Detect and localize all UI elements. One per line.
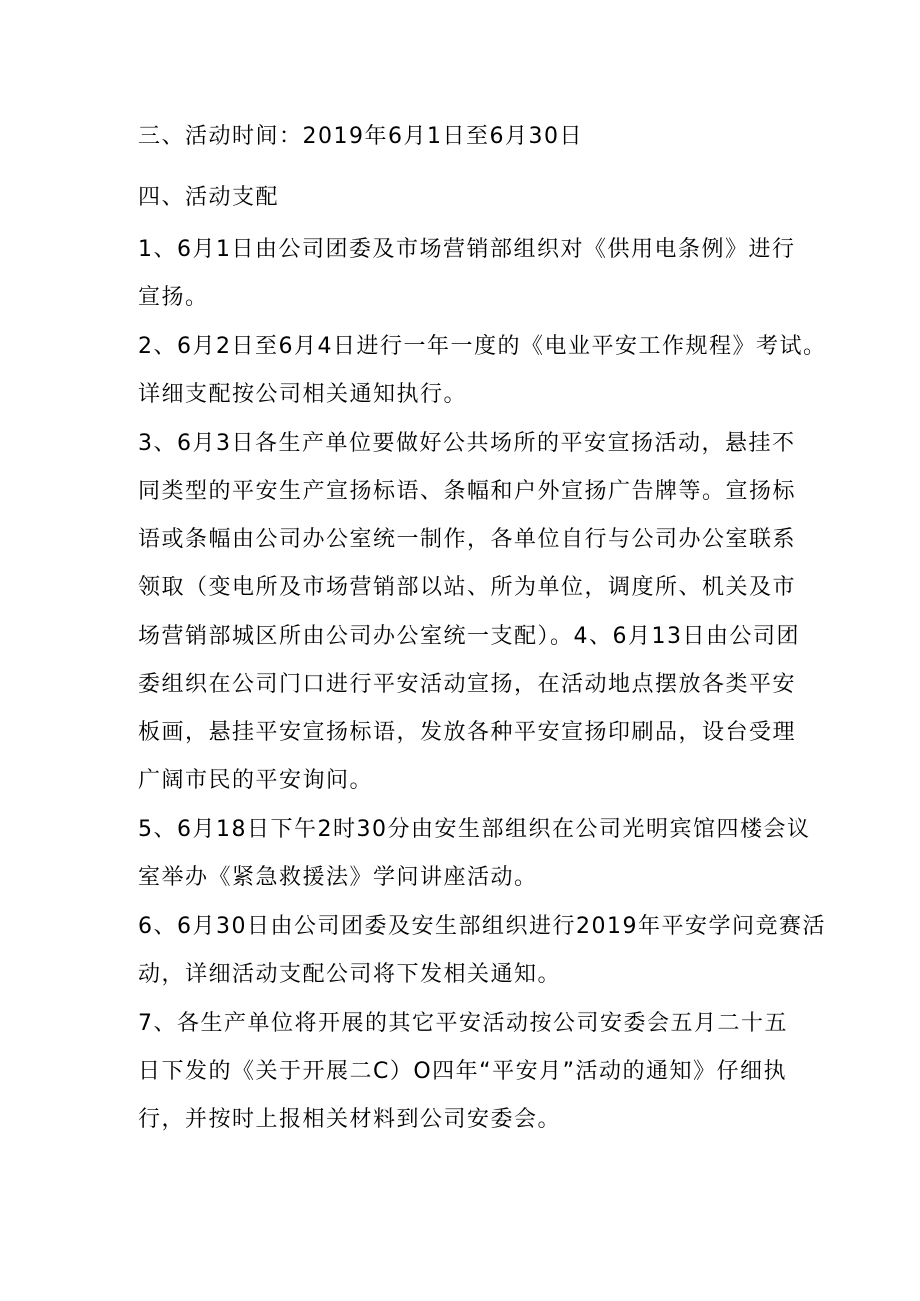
- item-7-line-2: 日下发的《关于开展二C）O四年“平安月”活动的通知》仔细执: [138, 1059, 787, 1084]
- item-1-line-1: 1、6月1日由公司团委及市场营销部组织对《供用电条例》进行: [138, 237, 796, 262]
- item-3-line-1: 3、6月3日各生产单位要做好公共场所的平安宣扬活动，悬挂不: [138, 431, 796, 456]
- item-3-line-4: 领取（变电所及市场营销部以站、所为单位，调度所、机关及市: [138, 575, 797, 600]
- section-3-activity-time: 三、活动时间：2019年6月1日至6月30日: [138, 124, 583, 149]
- item-6-line-2: 动，详细活动支配公司将下发相关通知。: [138, 962, 562, 987]
- item-2-line-1: 2、6月2日至6月4日进行一年一度的《电业平安工作规程》考试。: [138, 334, 827, 359]
- item-5-line-1: 5、6月18日下午2时30分由安生部组织在公司光明宾馆四楼会议: [138, 817, 811, 842]
- item-2-line-2: 详细支配按公司相关通知执行。: [138, 382, 468, 407]
- item-1-line-2: 宣扬。: [138, 285, 209, 310]
- item-4-line-1: 委组织在公司门口进行平安活动宣扬，在活动地点摆放各类平安: [138, 672, 797, 697]
- item-7-line-3: 行，并按时上报相关材料到公司安委会。: [138, 1107, 562, 1132]
- item-3-line-2: 同类型的平安生产宣扬标语、条幅和户外宣扬广告牌等。宣扬标: [138, 479, 797, 504]
- item-3-line-3: 语或条幅由公司办公室统一制作，各单位自行与公司办公室联系: [138, 527, 797, 552]
- item-6-line-1: 6、6月30日由公司团委及安生部组织进行2019年平安学问竞赛活: [138, 914, 826, 939]
- item-3-line-5: 场营销部城区所由公司办公室统一支配）。4、6月13日由公司团: [138, 624, 800, 649]
- item-7-line-1: 7、各生产单位将开展的其它平安活动按公司安委会五月二十五: [138, 1011, 788, 1036]
- item-4-line-3: 广阔市民的平安询问。: [138, 768, 374, 793]
- section-4-heading: 四、活动支配: [138, 185, 280, 210]
- item-5-line-2: 室举办《紧急救援法》学问讲座活动。: [138, 865, 538, 890]
- item-4-line-2: 板画，悬挂平安宣扬标语，发放各种平安宣扬印刷品，设台受理: [138, 720, 797, 745]
